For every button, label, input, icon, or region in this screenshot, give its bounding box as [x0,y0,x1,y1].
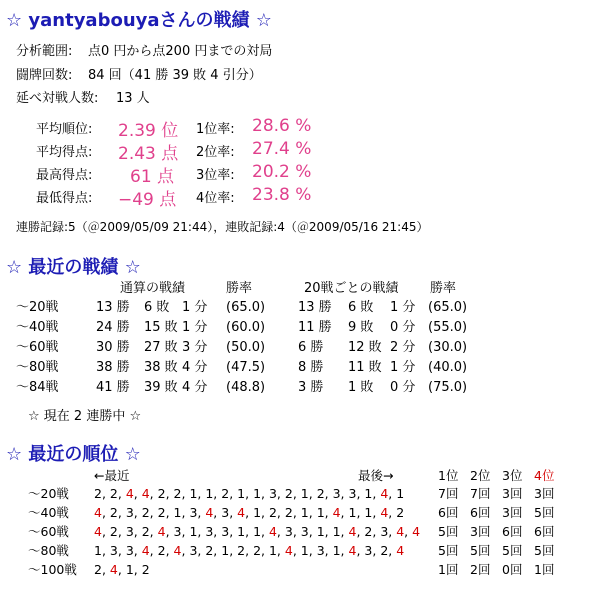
rank-value: 1 [205,486,214,501]
count-4th: 6回 [534,524,555,539]
per20-rate: (75.0) [428,380,468,395]
rank-row-label: 〜100戦 [28,562,77,577]
recent-record-heading: ☆ 最近の戦績 ☆ [6,257,141,278]
rank-value: 4 [141,543,150,558]
rank-value: 1 [316,505,325,520]
rank-value: 1 [300,543,309,558]
rank-sequence: 4, 2, 3, 2, 4, 3, 1, 3, 3, 1, 1, 4, 3, 3, 1, 1, 4, 2, 3, 4, 4 [94,524,421,539]
rank-value: 1 [253,505,262,520]
cum-rate: (48.8) [226,380,266,395]
per20-draws: 0 分 [390,380,416,395]
record-row [0,299,609,317]
per20-rate: (30.0) [428,340,468,355]
cum-losses: 38 敗 [144,360,178,375]
rank-value: 1 [332,524,341,539]
rank-value: 2 [396,505,405,520]
rank-value: 3 [173,524,182,539]
rank4-rate-label: 4位率: [196,191,235,206]
rank-row-label: 〜40戦 [28,505,69,520]
count-1st: 6回 [438,505,459,520]
count-2nd: 6回 [470,505,491,520]
rank-value: 4 [396,543,405,558]
row-label: 〜80戦 [16,360,59,375]
rank-row-label: 〜60戦 [28,524,69,539]
rank2-rate-label: 2位率: [196,145,235,160]
cum-wins: 41 勝 [96,380,130,395]
rank-value: 3 [284,524,293,539]
col-per20: 20戦ごとの戦績 [304,281,399,296]
cum-draws: 3 分 [182,340,208,355]
col-cumulative: 通算の戦績 [120,281,186,296]
rank-value: 3 [205,524,214,539]
rank-value: 2 [316,486,325,501]
rank-value: 4 [157,524,166,539]
rank-row [0,485,609,503]
right-label: 最後→ [358,468,394,483]
per20-rate: (65.0) [428,300,468,315]
rank-value: 1 [300,486,309,501]
rank-value: 2 [268,505,277,520]
count-2nd: 3回 [470,524,491,539]
rank-value: 2 [157,486,166,501]
per20-rate: (40.0) [428,360,468,375]
row-label: 〜84戦 [16,380,59,395]
rank-value: 3 [221,524,230,539]
count-2nd: 7回 [470,486,491,501]
count-1st: 7回 [438,486,459,501]
avg-rank-value: 2.39 位 [118,121,179,141]
opponents-value: 13 人 [116,91,150,106]
rank-value: 4 [396,524,405,539]
rank-sequence: 2, 4, 1, 2 [94,562,150,577]
rank-value: 4 [332,505,341,520]
rank-value: 3 [332,486,341,501]
count-1st: 5回 [438,543,459,558]
rank3-rate-value: 20.2 % [252,162,312,182]
rank-value: 3 [125,543,134,558]
rank-value: 1 [348,505,357,520]
rank-value: 2 [284,505,293,520]
rank2-rate-value: 27.4 % [252,139,312,159]
rank-value: 3 [300,524,309,539]
cum-rate: (65.0) [226,300,266,315]
rank-value: 2 [364,524,373,539]
cum-wins: 38 勝 [96,360,130,375]
rank-value: 3 [316,543,325,558]
max-score-value: 61 点 [130,167,175,187]
rank-value: 3 [221,505,230,520]
rank-value: 2 [109,505,118,520]
per20-rate: (55.0) [428,320,468,335]
cum-draws: 1 分 [182,320,208,335]
games-label: 闘牌回数: [16,68,73,83]
rank-row [0,504,609,522]
page-title: ☆ yantyabouyaさんの戦績 ☆ [6,10,272,31]
col-rate2: 勝率 [430,281,457,296]
cum-rate: (47.5) [226,360,266,375]
rank-value: 2 [205,543,214,558]
col-rate: 勝率 [226,281,253,296]
record-row [0,359,609,377]
record-row [0,319,609,337]
rank1-rate-value: 28.6 % [252,116,312,136]
rank-value: 2 [141,505,150,520]
count-2nd: 2回 [470,562,491,577]
rank-value: 4 [348,543,357,558]
avg-rank-label: 平均順位: [36,122,93,137]
rank-value: 3 [364,543,373,558]
rank-value: 4 [173,543,182,558]
cum-rate: (60.0) [226,320,266,335]
opponents-label: 延べ対戦人数: [16,91,99,106]
rank-value: 1 [253,486,262,501]
rank-value: 2 [109,486,118,501]
rank-value: 1 [253,524,262,539]
streak-records: 連勝記録:5（＠2009/05/09 21:44），連敗記録:4（＠2009/05/16 21:45） [16,220,429,234]
rank-value: 1 [396,486,405,501]
record-row [0,339,609,357]
cum-wins: 30 勝 [96,340,130,355]
cum-losses: 27 敗 [144,340,178,355]
rank-value: 1 [332,543,341,558]
rank-value: 1 [237,524,246,539]
rank-value: 4 [109,562,118,577]
per20-draws: 1 分 [390,360,416,375]
rank-value: 4 [268,524,277,539]
count-3rd: 3回 [502,486,523,501]
cum-losses: 6 敗 [144,300,170,315]
rank-value: 3 [125,505,134,520]
recent-rank-table [0,467,609,592]
rank-value: 3 [189,505,198,520]
row-label: 〜40戦 [16,320,59,335]
rank-value: 2 [237,543,246,558]
cum-rate: (50.0) [226,340,266,355]
rank-value: 3 [348,486,357,501]
header-4th: 4位 [534,468,555,483]
rank-value: 1 [300,505,309,520]
rank-value: 4 [125,486,134,501]
per20-wins: 11 勝 [298,320,332,335]
rank-row [0,542,609,560]
count-3rd: 0回 [502,562,523,577]
rank-value: 3 [380,524,389,539]
record-header-row [0,280,609,298]
rank-value: 1 [316,524,325,539]
left-label: ←最近 [94,468,130,483]
max-score-label: 最高得点: [36,168,93,183]
header-3rd: 3位 [502,468,523,483]
count-3rd: 6回 [502,524,523,539]
rank-value: 2 [173,486,182,501]
rank-value: 1 [268,543,277,558]
cum-losses: 39 敗 [144,380,178,395]
header-1st: 1位 [438,468,459,483]
rank-value: 1 [221,543,230,558]
per20-draws: 0 分 [390,320,416,335]
rank-value: 4 [412,524,421,539]
games-value: 84 回（41 勝 39 敗 4 引分） [88,68,262,83]
range-value: 点0 円から点200 円までの対局 [88,44,273,59]
per20-draws: 1 分 [390,300,416,315]
cum-draws: 1 分 [182,300,208,315]
count-3rd: 3回 [502,505,523,520]
per20-draws: 2 分 [390,340,416,355]
rank-value: 1 [173,505,182,520]
count-3rd: 5回 [502,543,523,558]
row-label: 〜20戦 [16,300,59,315]
current-streak: ☆ 現在 2 連勝中 ☆ [28,409,142,424]
rank-value: 1 [94,543,102,558]
per20-losses: 9 敗 [348,320,374,335]
rank-value: 4 [237,505,246,520]
rank-value: 3 [268,486,277,501]
rank-value: 4 [380,505,389,520]
rank-value: 4 [284,543,293,558]
rank1-rate-label: 1位率: [196,122,235,137]
cum-losses: 15 敗 [144,320,178,335]
per20-losses: 11 敗 [348,360,382,375]
per20-wins: 6 勝 [298,340,324,355]
per20-wins: 13 勝 [298,300,332,315]
rank-value: 3 [189,543,198,558]
per20-wins: 3 勝 [298,380,324,395]
rank4-rate-value: 23.8 % [252,185,312,205]
count-2nd: 5回 [470,543,491,558]
rank-value: 4 [94,524,102,539]
rank-sequence: 2, 2, 4, 4, 2, 2, 1, 1, 2, 1, 1, 3, 2, 1, 2, 3, 3, 1, 4, 1 [94,486,405,501]
recent-rank-heading: ☆ 最近の順位 ☆ [6,444,141,465]
header-2nd: 2位 [470,468,491,483]
rank-value: 2 [109,524,118,539]
rank-sequence: 1, 3, 3, 4, 2, 4, 3, 2, 1, 2, 2, 1, 4, 1, 3, 1, 4, 3, 2, 4 [94,543,405,558]
avg-score-label: 平均得点: [36,145,93,160]
rank-value: 2 [380,543,389,558]
cum-wins: 24 勝 [96,320,130,335]
rank-value: 2 [94,486,102,501]
recent-record-table [0,280,609,420]
rank-row-label: 〜20戦 [28,486,69,501]
rank-value: 1 [364,486,373,501]
cum-wins: 13 勝 [96,300,130,315]
rank-value: 2 [221,486,230,501]
rank3-rate-label: 3位率: [196,168,235,183]
rank-row [0,561,609,579]
rank-value: 1 [189,486,198,501]
range-label: 分析範囲: [16,44,73,59]
rank-value: 3 [125,524,134,539]
rank-value: 4 [141,486,150,501]
rank-value: 2 [157,543,166,558]
min-score-label: 最低得点: [36,191,93,206]
count-1st: 1回 [438,562,459,577]
count-1st: 5回 [438,524,459,539]
avg-score-value: 2.43 点 [118,144,179,164]
count-4th: 5回 [534,543,555,558]
rank-value: 4 [94,505,102,520]
record-row [0,379,609,397]
cum-draws: 4 分 [182,360,208,375]
rank-value: 4 [348,524,357,539]
rank-value: 2 [157,505,166,520]
rank-value: 2 [284,486,293,501]
per20-wins: 8 勝 [298,360,324,375]
rank-value: 1 [237,486,246,501]
count-4th: 1回 [534,562,555,577]
rank-value: 4 [205,505,214,520]
rank-row-label: 〜80戦 [28,543,69,558]
count-4th: 3回 [534,486,555,501]
row-label: 〜60戦 [16,340,59,355]
rank-value: 2 [94,562,102,577]
rank-sequence: 4, 2, 3, 2, 2, 1, 3, 4, 3, 4, 1, 2, 2, 1, 1, 4, 1, 1, 4, 2 [94,505,405,520]
rank-value: 2 [253,543,262,558]
per20-losses: 12 敗 [348,340,382,355]
rank-header-row [0,467,609,485]
min-score-value: −49 点 [118,190,177,210]
per20-losses: 1 敗 [348,380,374,395]
rank-value: 3 [109,543,118,558]
rank-value: 2 [141,562,150,577]
rank-value: 1 [189,524,198,539]
count-4th: 5回 [534,505,555,520]
rank-value: 4 [380,486,389,501]
per20-losses: 6 敗 [348,300,374,315]
rank-value: 2 [141,524,150,539]
cum-draws: 4 分 [182,380,208,395]
rank-value: 1 [125,562,134,577]
rank-row [0,523,609,541]
rank-value: 1 [364,505,373,520]
